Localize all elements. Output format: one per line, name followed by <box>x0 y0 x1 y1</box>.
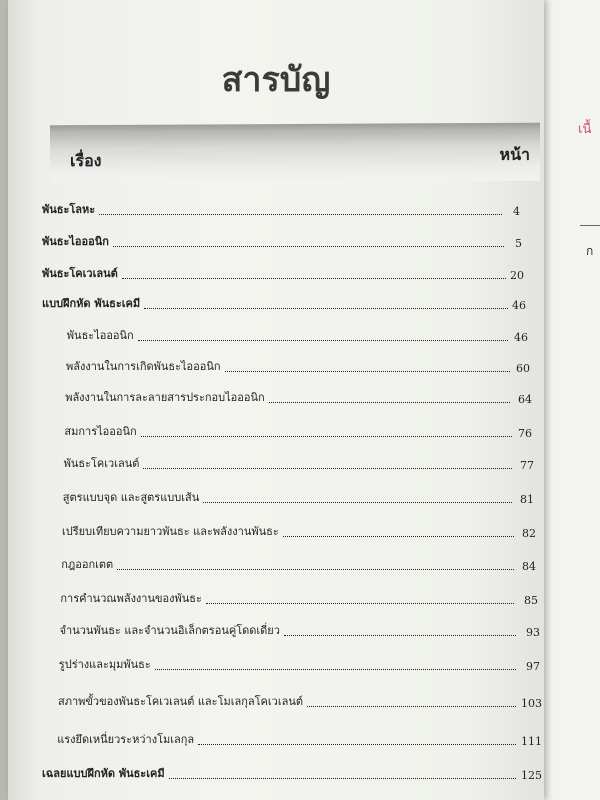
adjacent-page-rule <box>580 225 600 226</box>
toc-leader-dots <box>144 308 508 309</box>
toc-entry <box>62 520 536 540</box>
toc-entry-label: พันธะโลหะ <box>42 203 96 216</box>
toc-entry-page: 76 <box>517 427 532 440</box>
toc-entry-page: 20 <box>510 269 524 282</box>
book-page <box>8 0 544 800</box>
toc-entry-label: สภาพขั้วของพันธะโคเวเลนต์ และโมเลกุลโคเวเลนต์ <box>58 695 304 708</box>
toc-leader-dots <box>155 669 516 670</box>
toc-entry-label: พลังงานในการเกิดพันธะไอออนิก <box>66 360 221 373</box>
toc-leader-dots <box>198 744 516 745</box>
toc-entry-label: พันธะไอออนิก <box>42 235 109 248</box>
toc-header-page: หน้า <box>499 144 530 164</box>
toc-leader-dots <box>113 246 504 247</box>
toc-entry <box>58 690 542 710</box>
toc-entry-label: รูปร่างและมุมพันธะ <box>58 658 151 671</box>
toc-leader-dots <box>143 468 512 469</box>
adjacent-page-text: เนื้ <box>578 122 592 137</box>
toc-entry-page: 111 <box>520 735 542 748</box>
toc-leader-dots <box>307 706 516 707</box>
toc-entry-page: 93 <box>525 626 540 639</box>
toc-leader-dots <box>99 214 502 215</box>
page-title: สารบัญ <box>221 60 331 100</box>
toc-entry-page: 125 <box>521 769 542 782</box>
toc-entry-page: 77 <box>519 459 534 472</box>
toc-entry-label: สมการไอออนิก <box>64 425 137 438</box>
toc-entry-label: พลังงานในการละลายสารประกอบไอออนิก <box>65 391 265 404</box>
toc-entry-page: 4 <box>513 205 520 218</box>
toc-entry <box>66 355 530 375</box>
toc-entry-label: พันธะไอออนิก <box>66 329 134 342</box>
toc-entry-label: สูตรแบบจุด และสูตรแบบเส้น <box>62 491 200 504</box>
toc-entry <box>67 324 528 344</box>
toc-entry-label: แรงยึดเหนี่ยวระหว่างโมเลกุล <box>57 733 195 746</box>
toc-entry-page: 85 <box>523 594 538 607</box>
toc-entry-page: 5 <box>515 237 522 250</box>
toc-entry <box>57 728 542 748</box>
toc-entry-page: 82 <box>522 527 536 540</box>
toc-header-topic: เรื่อง <box>70 151 102 171</box>
toc-entry <box>42 292 526 312</box>
toc-entry-page: 46 <box>512 299 526 312</box>
toc-leader-dots <box>206 603 514 604</box>
toc-leader-dots <box>169 778 516 779</box>
toc-entry-page: 97 <box>525 660 540 673</box>
toc-leader-dots <box>269 402 510 403</box>
toc-leader-dots <box>203 502 512 503</box>
toc-entry <box>61 553 536 573</box>
toc-entry-label: จำนวนพันธะ และจำนวนอิเล็กตรอนคู่โดดเดี่ยว <box>59 624 280 637</box>
toc-entry-page: 64 <box>517 393 532 406</box>
toc-leader-dots <box>283 536 514 537</box>
toc-leader-dots <box>117 569 514 570</box>
toc-entry-page: 60 <box>516 362 530 375</box>
toc-leader-dots <box>122 278 506 279</box>
toc-entry-label: พันธะโคเวเลนต์ <box>42 267 118 280</box>
toc-entry <box>60 619 540 639</box>
toc-entry <box>42 262 524 282</box>
toc-leader-dots <box>284 635 516 636</box>
toc-leader-dots <box>225 371 510 372</box>
toc-entry-page: 81 <box>519 493 534 506</box>
toc-entry-label: พันธะโคเวเลนต์ <box>63 457 140 470</box>
toc-entry-label: เฉลยแบบฝึกหัด พันธะเคมี <box>42 767 165 780</box>
adjacent-page-text: ก <box>586 244 594 258</box>
toc-entry <box>42 762 542 782</box>
toc-entry <box>65 386 532 406</box>
toc-entry <box>64 452 534 472</box>
toc-entry <box>42 230 522 250</box>
toc-entry-label: การคำนวณพลังงานของพันธะ <box>60 592 202 605</box>
toc-entry-label: กฎออกเตต <box>61 558 114 571</box>
toc-entry <box>64 420 532 440</box>
toc-entry-label: เปรียบเทียบความยาวพันธะ และพลังงานพันธะ <box>62 525 279 538</box>
toc-entry <box>59 653 540 673</box>
toc-entry-page: 84 <box>521 560 536 573</box>
toc-entry <box>60 587 538 607</box>
toc-entry-page: 46 <box>513 331 528 344</box>
toc-entry <box>63 486 534 506</box>
toc-entry-page: 103 <box>521 697 542 710</box>
toc-entry <box>42 198 520 218</box>
toc-leader-dots <box>138 340 508 341</box>
toc-leader-dots <box>141 436 512 437</box>
toc-entry-label: แบบฝึกหัด พันธะเคมี <box>42 297 141 310</box>
